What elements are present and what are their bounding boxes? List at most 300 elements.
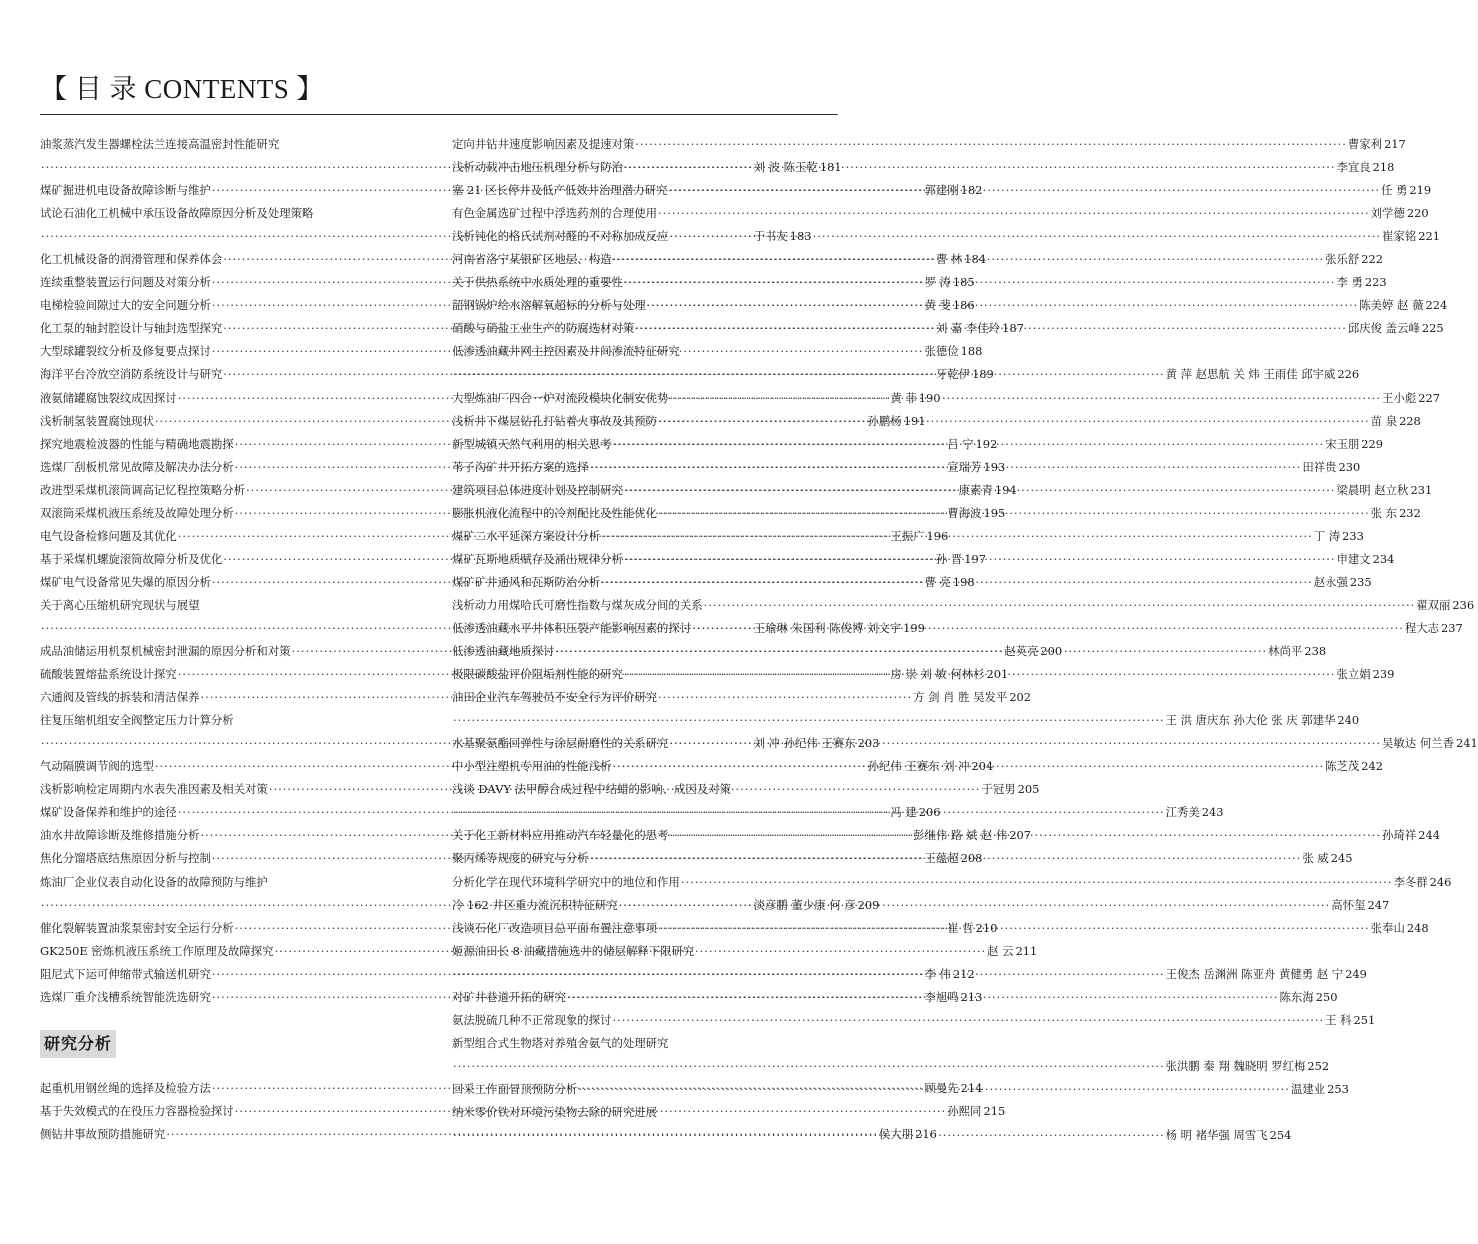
entry-page: 236 [1452, 597, 1475, 612]
entry-title: 浅析动力用煤哈氏可磨性指数与煤灰成分间的关系 [452, 597, 703, 612]
toc-entry-author-line [452, 709, 1360, 732]
entry-title: 改进型采煤机滚筒调高记忆程控策略分析 [40, 482, 246, 497]
entry-page: 202 [1009, 690, 1032, 705]
entry-title: 焦化分馏塔底结焦原因分析与控制 [40, 851, 211, 866]
entry-page: 193 [983, 459, 1006, 474]
entry-title: 低渗透油藏水平井体积压裂产能影响因素的探讨 [452, 620, 692, 635]
entry-authors: 张 威 [1302, 851, 1329, 866]
entry-authors-page [1166, 709, 1360, 732]
entry-page: 207 [1009, 828, 1032, 843]
leader-dots [611, 248, 1325, 271]
entry-authors: 王瑜琳 朱国利 陈俊博 刘文宇 [753, 620, 902, 635]
entry-authors: 李旭鸣 [924, 989, 959, 1004]
entry-title: 低渗透油藏井网主控因素及井间渗流特征研究 [452, 344, 680, 359]
entry-page: 212 [952, 966, 975, 981]
entry-title: 煤矿矿井通风和瓦斯防治分析 [452, 574, 601, 589]
entry-authors-page [1336, 156, 1394, 179]
entry-authors: 江秀美 [1165, 805, 1200, 820]
entry-title: 煤矿电气设备常见失爆的原因分析 [40, 574, 211, 589]
entry-authors: 侯大朋 [878, 1126, 914, 1141]
entry-authors-page [1302, 847, 1352, 870]
entry-authors: 杨 明 褚华强 周雪飞 [1165, 1128, 1268, 1143]
entry-title: 浅析影响检定周期内水表失准因素及相关对策 [40, 782, 268, 797]
leader-dots [555, 640, 1269, 663]
entry-authors-page [1416, 594, 1474, 617]
toc-entry-title-line [40, 594, 437, 617]
entry-authors: 张德俭 [924, 344, 959, 359]
toc-entry-title-line [452, 778, 849, 801]
entry-authors: 曹 林 [935, 252, 963, 267]
entry-authors: 房 崇 刘 敏 何林杉 [890, 667, 985, 682]
entry-authors-page [981, 778, 1039, 801]
toc-entry-author-line [452, 1055, 1330, 1078]
toc-entry [40, 1123, 937, 1146]
leader-dots [634, 317, 1348, 340]
entry-authors: 孙鹏杨 [867, 413, 902, 428]
entry-authors-page [1166, 963, 1367, 986]
entry-authors: 李 勇 [1336, 275, 1363, 290]
entry-authors-page [1393, 871, 1451, 894]
entry-title: 关于离心压缩机研究现状与展望 [40, 597, 200, 612]
entry-authors-page [1336, 271, 1386, 294]
entry-authors-page [1166, 1055, 1330, 1078]
section-heading [40, 1030, 437, 1063]
entry-authors: 张立娟 [1336, 667, 1371, 682]
entry-page: 230 [1338, 459, 1361, 474]
entry-authors: 孙琦祥 [1382, 828, 1417, 843]
entry-authors-page [1280, 986, 1338, 1009]
leader-dots [668, 225, 1382, 248]
entry-page: 239 [1372, 667, 1395, 682]
entry-authors: 孙纪伟 王赛东 刘 冲 [867, 759, 970, 774]
toc-entry [452, 225, 1440, 248]
entry-authors: 王小彪 [1382, 390, 1417, 405]
entry-page: 201 [986, 667, 1009, 682]
entry-page: 198 [952, 574, 975, 589]
entry-authors: 李宜良 [1336, 160, 1371, 175]
leader-dots [657, 202, 1371, 225]
entry-authors-page [1336, 479, 1432, 502]
entry-authors-page [1302, 456, 1360, 479]
entry-authors-page [1325, 1009, 1375, 1032]
entry-title: 关于供热系统中水质处理的重要性 [452, 275, 623, 290]
entry-title: 关于化工新材料应用推动汽车轻量化的思考 [452, 828, 669, 843]
entry-page: 221 [1418, 229, 1440, 244]
entry-title: 探究地震检波器的性能与精确地震勘探 [40, 436, 234, 451]
toc-entry [452, 156, 1395, 179]
entry-page: 187 [1002, 321, 1024, 336]
entry-authors: 彭继伟 路 斌 赵 伟 [913, 828, 1008, 843]
entry-authors: 翟双丽 [1416, 597, 1451, 612]
leader-dots [623, 156, 1337, 179]
toc-entry [40, 801, 941, 824]
entry-authors-page [1268, 640, 1326, 663]
entry-page: 238 [1304, 644, 1327, 659]
entry-page: 241 [1456, 736, 1478, 751]
entry-authors: 张奉山 [1370, 920, 1405, 935]
entry-page: 182 [960, 183, 983, 198]
entry-page: 217 [1384, 137, 1406, 151]
leader-dots [680, 871, 1394, 894]
entry-authors: 林尚平 [1268, 644, 1303, 659]
toc-entry-title-line [40, 202, 437, 225]
entry-authors: 高怀玺 [1331, 897, 1366, 912]
entry-authors: 刘 冲 孙纪伟 王赛东 [753, 736, 856, 751]
toc-entry [452, 871, 1452, 894]
entry-page: 243 [1201, 805, 1224, 820]
entry-title: 浅谈 DAVY 法甲醇合成过程中结蜡的影响、成因及对策 [452, 782, 731, 797]
entry-authors: 曹家利 [1347, 137, 1383, 151]
entry-title: 起重机用钢丝绳的选择及检验方法 [40, 1080, 211, 1095]
entry-page: 190 [918, 390, 941, 405]
entry-authors-page [1405, 617, 1463, 640]
entry-page: 225 [1421, 321, 1444, 336]
entry-page: 219 [1409, 183, 1432, 198]
entry-title: 油浆蒸汽发生器螺栓法兰连接高温密封性能研究 [40, 137, 280, 151]
toc-entry-title-line [40, 709, 437, 732]
entry-authors-page [1166, 801, 1224, 824]
toc-entry [40, 963, 975, 986]
leader-dots [623, 479, 1337, 502]
entry-authors-page [1166, 363, 1360, 386]
toc-entry-title-line [452, 1032, 849, 1055]
leader-dots [657, 917, 1371, 940]
entry-authors-page [1382, 225, 1440, 248]
entry-page: 200 [1040, 644, 1063, 659]
entry-page: 191 [903, 413, 926, 428]
entry-authors: 孙 晋 [935, 551, 963, 566]
leader-dots [452, 1055, 1166, 1078]
entry-title: 回采工作面冒顶预防分析 [452, 1081, 578, 1096]
entry-page: 234 [1372, 551, 1395, 566]
entry-page: 204 [971, 759, 994, 774]
entry-authors-page [1371, 917, 1429, 940]
entry-authors-page [1371, 410, 1421, 433]
leader-dots [589, 847, 1303, 870]
entry-page: 253 [1327, 1081, 1349, 1096]
entry-page: 231 [1410, 482, 1433, 497]
entry-authors: 曹海波 [947, 505, 982, 520]
entry-page: 254 [1269, 1128, 1292, 1143]
entry-authors-page [924, 340, 982, 363]
entry-page: 240 [1337, 713, 1360, 728]
entry-authors: 陈东海 [1279, 989, 1314, 1004]
entry-title: 双滚筒采煤机液压系统及故障处理分析 [40, 505, 234, 520]
entry-authors: 崔家铭 [1382, 229, 1417, 244]
leader-dots [452, 709, 1166, 732]
entry-title: 膨胀机液化流程中的冷剂配比及性能优化 [452, 505, 658, 520]
leader-dots [623, 548, 1337, 571]
entry-page: 209 [857, 897, 880, 912]
leader-dots [589, 456, 1303, 479]
entry-title: 往复压缩机组安全阀整定压力计算分析 [40, 713, 234, 728]
leader-dots [618, 894, 1332, 917]
entry-authors-page [1381, 179, 1431, 202]
entry-authors-page [947, 1100, 1005, 1123]
leader-dots [657, 502, 1371, 525]
leader-dots [611, 755, 1325, 778]
entry-authors: 方 剑 肖 胜 吴发平 [913, 690, 1008, 705]
entry-title: 塞 21 区长停井及低产低效井治理潜力研究 [452, 183, 668, 198]
leader-dots [703, 594, 1417, 617]
entry-page: 233 [1342, 528, 1364, 543]
entry-title: 大型球罐裂纹分析及修复要点探讨 [40, 344, 211, 359]
leader-dots [452, 1124, 1166, 1147]
leader-dots [646, 294, 1360, 317]
entry-authors-page [1166, 1124, 1292, 1147]
entry-title: 浅谈石化厂改造项目总平面布置注意事项 [452, 920, 658, 935]
entry-page: 227 [1418, 390, 1440, 405]
entry-title: 冷 162 井区重力流沉积特征研究 [452, 897, 618, 912]
entry-title: 新型城镇天然气利用的相关思考 [452, 436, 612, 451]
toc-entry [452, 133, 1406, 156]
entry-authors: 康素青 [958, 482, 993, 497]
entry-page: 189 [972, 367, 994, 382]
leader-dots [667, 179, 1381, 202]
entry-title: 成品油储运用机泵机械密封泄漏的原因分析和对策 [40, 644, 291, 659]
entry-title: 液氨储罐腐蚀裂纹成因探讨 [40, 390, 177, 405]
entry-title: 煤矿设备保养和维护的途径 [40, 805, 177, 820]
entry-title: 对矿井巷道开拓的研究 [452, 989, 566, 1004]
entry-authors: 孙熙同 [947, 1103, 982, 1118]
leader-dots [634, 133, 1348, 156]
toc-entry [452, 594, 1475, 617]
entry-page: 214 [960, 1080, 983, 1095]
entry-title: 六通阀及管线的拆装和清洁保养 [40, 690, 200, 705]
entry-authors: 冯 建 [890, 805, 917, 820]
entry-title: 聚丙烯等规度的研究与分析 [452, 851, 589, 866]
entry-page: 208 [960, 851, 983, 866]
entry-authors: 王振广 [890, 528, 925, 543]
entry-authors: 牙乾伊 [935, 367, 971, 382]
entry-authors: 李冬群 [1393, 874, 1428, 889]
entry-title: 海洋平台冷放空消防系统设计与研究 [40, 367, 223, 382]
entry-page: 186 [952, 298, 975, 313]
leader-dots [657, 410, 1371, 433]
entry-authors-page [1314, 525, 1364, 548]
entry-authors: 崔 哲 [947, 920, 974, 935]
entry-title: 韶钢锅炉给水溶解氧超标的分析与处理 [452, 298, 646, 313]
entry-authors: 田祥贵 [1302, 459, 1337, 474]
entry-page: 226 [1337, 367, 1360, 382]
leader-dots [577, 1078, 1291, 1101]
entry-authors: 赵永强 [1313, 574, 1348, 589]
entry-title: 河南省洛宁某银矿区地层、构造 [452, 252, 612, 267]
toc-entry-title-line [40, 871, 437, 894]
toc-entry [452, 1009, 1376, 1032]
entry-page: 220 [1406, 206, 1429, 221]
entry-page: 222 [1361, 252, 1384, 267]
entry-title: 煤矿掘进机电设备故障诊断与维护 [40, 183, 211, 198]
entry-title: 浅析动载冲击地压机理分析与防治 [452, 160, 623, 175]
entry-title: 硝酸与硝盐工业生产的防腐选材对策 [452, 321, 635, 336]
toc-entry-title-line [452, 1101, 849, 1124]
entry-page: 195 [983, 505, 1006, 520]
entry-page: 224 [1425, 298, 1448, 313]
entry-title: GK250E 密炼机液压系统工作原理及故障探究 [40, 943, 274, 958]
entry-title: 选煤厂重介浅槽系统智能洗选研究 [40, 989, 211, 1004]
entry-page: 228 [1399, 413, 1421, 428]
entry-page: 245 [1330, 851, 1353, 866]
entry-page: 246 [1429, 874, 1452, 889]
entry-title: 低渗透油藏地质探讨 [452, 644, 555, 659]
leader-dots [566, 986, 1280, 1009]
entry-authors: 刘学德 [1370, 206, 1405, 221]
toc-entry-title-line [452, 686, 849, 709]
entry-authors: 刘 波 陈玉乾 [753, 160, 818, 175]
entry-authors: 王 科 [1325, 1012, 1352, 1027]
entry-authors-page [987, 940, 1037, 963]
entry-authors-page [1348, 133, 1406, 156]
entry-authors: 郭建刚 [924, 183, 959, 198]
entry-title: 选煤厂刮板机常见故障及解决办法分析 [40, 459, 234, 474]
entry-authors: 宣瑞芳 [947, 459, 982, 474]
entry-page: 215 [983, 1103, 1006, 1118]
entry-authors: 程大志 [1404, 620, 1440, 635]
entry-title: 连续重整装置运行问题及对策分析 [40, 275, 211, 290]
entry-authors: 王俊杰 岳渊洲 陈亚舟 黄健勇 赵 宁 [1165, 966, 1344, 981]
entry-authors-page [1336, 548, 1394, 571]
toc-entry [40, 363, 994, 386]
entry-title: 纳米零价铁对环境污染物去除的研究进展 [452, 1104, 658, 1119]
entry-title: 煤矿瓦斯地质赋存及涌出规律分析 [452, 551, 623, 566]
entry-page: 194 [994, 482, 1017, 497]
entry-page: 235 [1349, 574, 1372, 589]
entry-authors-page [1325, 248, 1383, 271]
leader-dots [668, 387, 1382, 410]
toc-entry-title-line [452, 340, 849, 363]
entry-title: 中小型注塑机专用油的性能浅析 [452, 759, 612, 774]
entry-authors: 丁 涛 [1313, 528, 1341, 543]
entry-title: 硫酸装置熔盐系统设计探究 [40, 667, 177, 682]
entry-page: 196 [926, 528, 949, 543]
entry-authors: 温建业 [1290, 1081, 1326, 1096]
entry-page: 232 [1399, 505, 1421, 520]
entry-authors: 赵英亮 [1004, 644, 1039, 659]
entry-authors-page [1382, 387, 1440, 410]
entry-page: 213 [960, 989, 983, 1004]
entry-authors: 申建文 [1336, 551, 1371, 566]
entry-page: 252 [1307, 1058, 1330, 1073]
entry-title: 煤矿二水平延深方案设计分析 [452, 528, 601, 543]
entry-authors: 李 伟 [924, 966, 951, 981]
toc-header [40, 70, 838, 118]
entry-title: 气动隔膜调节阀的选型 [40, 759, 154, 774]
entry-title: 有色金属选矿过程中浮选药剂的合理使用 [452, 206, 658, 221]
entry-authors-page [1314, 571, 1372, 594]
entry-page: 185 [952, 275, 975, 290]
entry-title: 基于失效模式的在役压力容器检验探讨 [40, 1103, 234, 1118]
entry-authors-page [1382, 824, 1440, 847]
entry-title: 氨法脱硫几种不正常现象的探讨 [452, 1012, 612, 1027]
entry-page: 251 [1353, 1012, 1376, 1027]
entry-title: 极限碳酸盐评价阻垢剂性能的研究 [452, 667, 623, 682]
leader-dots [623, 271, 1337, 294]
entry-authors: 黄 萍 赵思航 关 炜 王雨佳 邱宇威 [1165, 367, 1336, 382]
entry-title: 侧钻井事故预防措施研究 [40, 1126, 166, 1141]
entry-title: 分析化学在现代环境科学研究中的地位和作用 [452, 874, 680, 889]
entry-title: 水基聚氨酯回弹性与涂层耐磨性的关系研究 [452, 736, 669, 751]
entry-authors: 曹 亮 [924, 574, 951, 589]
entry-title: 浅析井下煤层钻孔打钻着火事故及其预防 [452, 413, 658, 428]
entry-page: 192 [975, 436, 998, 451]
entry-authors: 陈美婷 赵 薇 [1359, 298, 1424, 313]
leader-dots [600, 525, 1314, 548]
entry-page: 210 [975, 920, 998, 935]
leader-dots [452, 963, 1166, 986]
entry-page: 197 [964, 551, 987, 566]
entry-page: 199 [903, 620, 925, 635]
toc-entry [452, 202, 1429, 225]
entry-page: 188 [960, 344, 983, 359]
leader-dots [611, 433, 1325, 456]
entry-authors: 吕 宁 [947, 436, 974, 451]
entry-page: 183 [789, 229, 812, 244]
entry-page: 247 [1367, 897, 1390, 912]
entry-authors-page [1382, 732, 1478, 755]
entry-authors: 梁晨明 赵立秋 [1336, 482, 1409, 497]
entry-authors-page [1331, 894, 1389, 917]
entry-title: 浅析制氢装置腐蚀现状 [40, 413, 154, 428]
entry-page: 181 [819, 160, 842, 175]
entry-authors-page [1371, 202, 1429, 225]
entry-title: 油水井故障诊断及维修措施分析 [40, 828, 200, 843]
entry-title: 大型炼油厂四合一炉对流段模块化制安优势 [452, 390, 669, 405]
entry-authors: 王蕴超 [924, 851, 959, 866]
entry-title: 炼油厂企业仪表自动化设备的故障预防与维护 [40, 874, 268, 889]
entry-authors: 淡彦鹏 董少康 何 彦 [753, 897, 856, 912]
entry-authors: 黄 斐 [924, 298, 951, 313]
entry-page: 223 [1364, 275, 1387, 290]
entry-authors: 张洪鹏 秦 翔 魏晓明 罗红梅 [1165, 1058, 1306, 1073]
entry-authors-page [1336, 663, 1394, 686]
leader-dots [452, 363, 1166, 386]
entry-title: 化工泵的轴封腔设计与轴封选型探究 [40, 321, 223, 336]
entry-authors: 于冠男 [981, 782, 1016, 797]
leader-dots [600, 571, 1314, 594]
toc-entry-title-line [40, 133, 437, 156]
entry-page: 216 [915, 1126, 937, 1141]
entry-page: 249 [1345, 966, 1367, 981]
entry-page: 248 [1406, 920, 1429, 935]
entry-title: 催化裂解装置油浆泵密封安全运行分析 [40, 920, 234, 935]
entry-title: 油田企业汽车驾驶员不安全行为评价研究 [452, 690, 658, 705]
leader-dots [611, 1009, 1325, 1032]
entry-title: 基于采煤机螺旋滚筒故障分析及优化 [40, 551, 223, 566]
entry-page: 218 [1372, 160, 1395, 175]
entry-title: 电梯检验间隙过大的安全问题分析 [40, 298, 211, 313]
leader-dots [623, 663, 1337, 686]
entry-authors-page [1371, 502, 1421, 525]
entry-authors-page [1348, 317, 1444, 340]
entry-page: 205 [1017, 782, 1040, 797]
entry-title: 浅析钝化的格氏试剂对醛的不对称加成反应 [452, 229, 669, 244]
entry-page: 237 [1441, 620, 1463, 635]
leader-dots [691, 617, 1405, 640]
entry-authors: 赵 云 [987, 943, 1014, 958]
leader-dots [668, 824, 1382, 847]
entry-title: 新型组合式生物塔对养殖舍氨气的处理研究 [452, 1035, 669, 1050]
entry-authors: 于书友 [753, 229, 788, 244]
entry-authors: 陈芝茂 [1325, 759, 1360, 774]
entry-authors-page [1325, 755, 1383, 778]
toc-title: 【 目 录 CONTENTS 】 [40, 74, 324, 104]
leader-dots [668, 732, 1382, 755]
entry-authors: 顾曼先 [924, 1080, 959, 1095]
entry-title: 定向井钻井速度影响因素及提速对策 [452, 137, 635, 151]
entry-page: 206 [918, 805, 941, 820]
entry-page: 250 [1315, 989, 1338, 1004]
